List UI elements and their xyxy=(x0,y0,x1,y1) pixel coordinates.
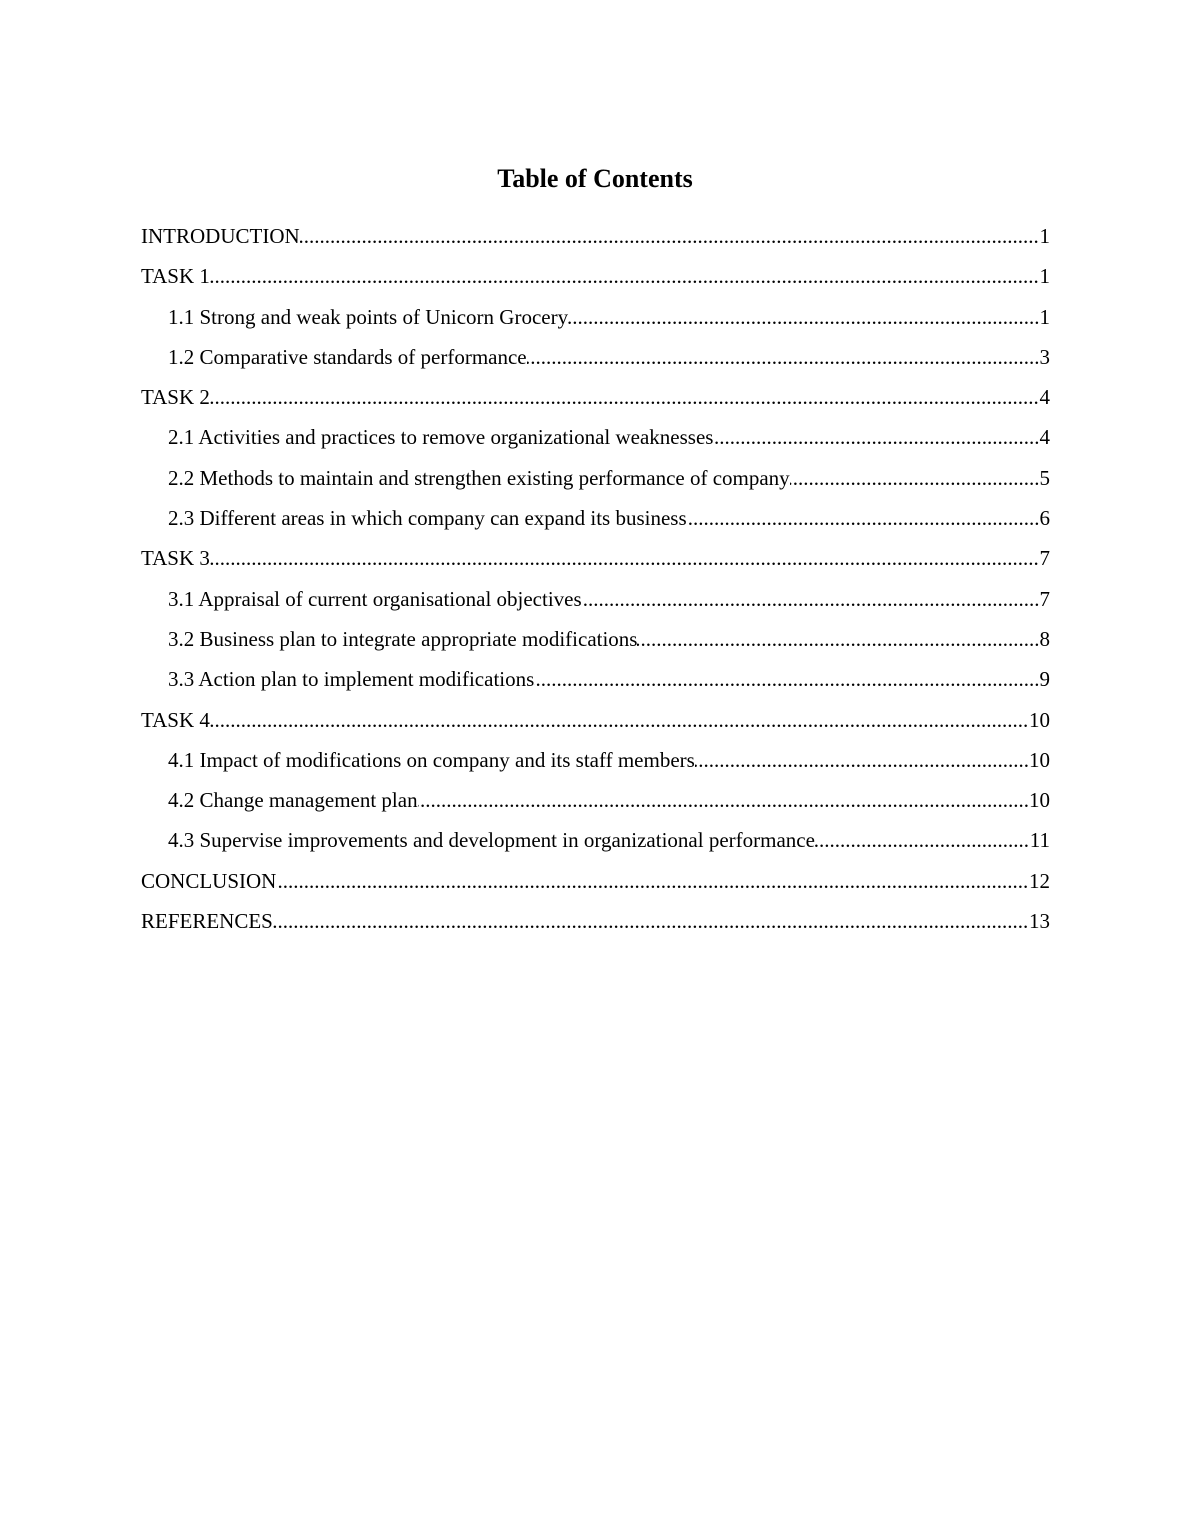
toc-entry-label: 4.1 Impact of modifications on company and its staff members xyxy=(168,743,695,777)
toc-entry-page-number: 4 xyxy=(1040,380,1051,414)
toc-entry[interactable] xyxy=(141,783,1050,823)
toc-entry[interactable] xyxy=(141,662,1050,702)
toc-entry-label: 4.2 Change management plan xyxy=(168,783,418,817)
toc-entry[interactable] xyxy=(141,340,1050,380)
toc-entry-page-number: 11 xyxy=(1030,823,1050,857)
toc-entry-page-number: 3 xyxy=(1040,340,1051,374)
toc-entry-label: 1.2 Comparative standards of performance xyxy=(168,340,527,374)
toc-entry-page-number: 10 xyxy=(1029,703,1050,737)
toc-entry-label: REFERENCES xyxy=(141,904,273,938)
toc-entry-page-number: 5 xyxy=(1040,461,1051,495)
toc-entry-page-number: 12 xyxy=(1029,864,1050,898)
toc-entry[interactable] xyxy=(141,300,1050,340)
toc-entry-label: 2.2 Methods to maintain and strengthen existing performance of company xyxy=(168,461,790,495)
toc-entry[interactable] xyxy=(141,259,1050,299)
toc-entry[interactable] xyxy=(141,219,1050,259)
toc-entry-label: 4.3 Supervise improvements and development in organizational performance xyxy=(168,823,815,857)
toc-entry-page-number: 8 xyxy=(1040,622,1051,656)
toc-entry-label: 2.3 Different areas in which company can expand its business xyxy=(168,501,687,535)
toc-entry-page-number: 10 xyxy=(1029,783,1050,817)
toc-entry[interactable] xyxy=(141,823,1050,863)
toc-entry-label: 3.2 Business plan to integrate appropriate modifications xyxy=(168,622,637,656)
toc-entry[interactable] xyxy=(141,380,1050,420)
toc-entry-label: 3.3 Action plan to implement modifications xyxy=(168,662,534,696)
toc-entry-label: TASK 4 xyxy=(141,703,210,737)
toc-entry-page-number: 7 xyxy=(1040,541,1051,575)
toc-entry[interactable] xyxy=(141,904,1050,944)
toc-entry[interactable] xyxy=(141,703,1050,743)
toc-entry[interactable] xyxy=(141,541,1050,581)
toc-entry[interactable] xyxy=(141,622,1050,662)
toc-entry-label: INTRODUCTION xyxy=(141,219,300,253)
toc-entry-page-number: 10 xyxy=(1029,743,1050,777)
toc-entry-page-number: 1 xyxy=(1040,300,1051,334)
toc-entry-label: 2.1 Activities and practices to remove organizational weaknesses xyxy=(168,420,713,454)
toc-entry-page-number: 7 xyxy=(1040,582,1051,616)
toc-entry-label: TASK 3 xyxy=(141,541,210,575)
toc-entry-page-number: 1 xyxy=(1040,219,1051,253)
toc-entry[interactable] xyxy=(141,461,1050,501)
toc-entry-label: CONCLUSION xyxy=(141,864,276,898)
toc-entry-page-number: 4 xyxy=(1040,420,1051,454)
toc-entry-label: TASK 2 xyxy=(141,380,210,414)
toc-entry-page-number: 13 xyxy=(1029,904,1050,938)
toc-entry[interactable] xyxy=(141,864,1050,904)
toc-entry[interactable] xyxy=(141,501,1050,541)
toc-title: Table of Contents xyxy=(497,164,693,193)
toc-entry-page-number: 1 xyxy=(1040,259,1051,293)
toc-entry-label: TASK 1 xyxy=(141,259,210,293)
toc-entry[interactable] xyxy=(141,743,1050,783)
toc-entry[interactable] xyxy=(141,420,1050,460)
toc-list xyxy=(141,219,1050,944)
toc-entry[interactable] xyxy=(141,582,1050,622)
toc-entry-page-number: 9 xyxy=(1040,662,1051,696)
toc-entry-label: 3.1 Appraisal of current organisational objectives xyxy=(168,582,582,616)
toc-entry-label: 1.1 Strong and weak points of Unicorn Grocery xyxy=(168,300,568,334)
toc-entry-page-number: 6 xyxy=(1040,501,1051,535)
